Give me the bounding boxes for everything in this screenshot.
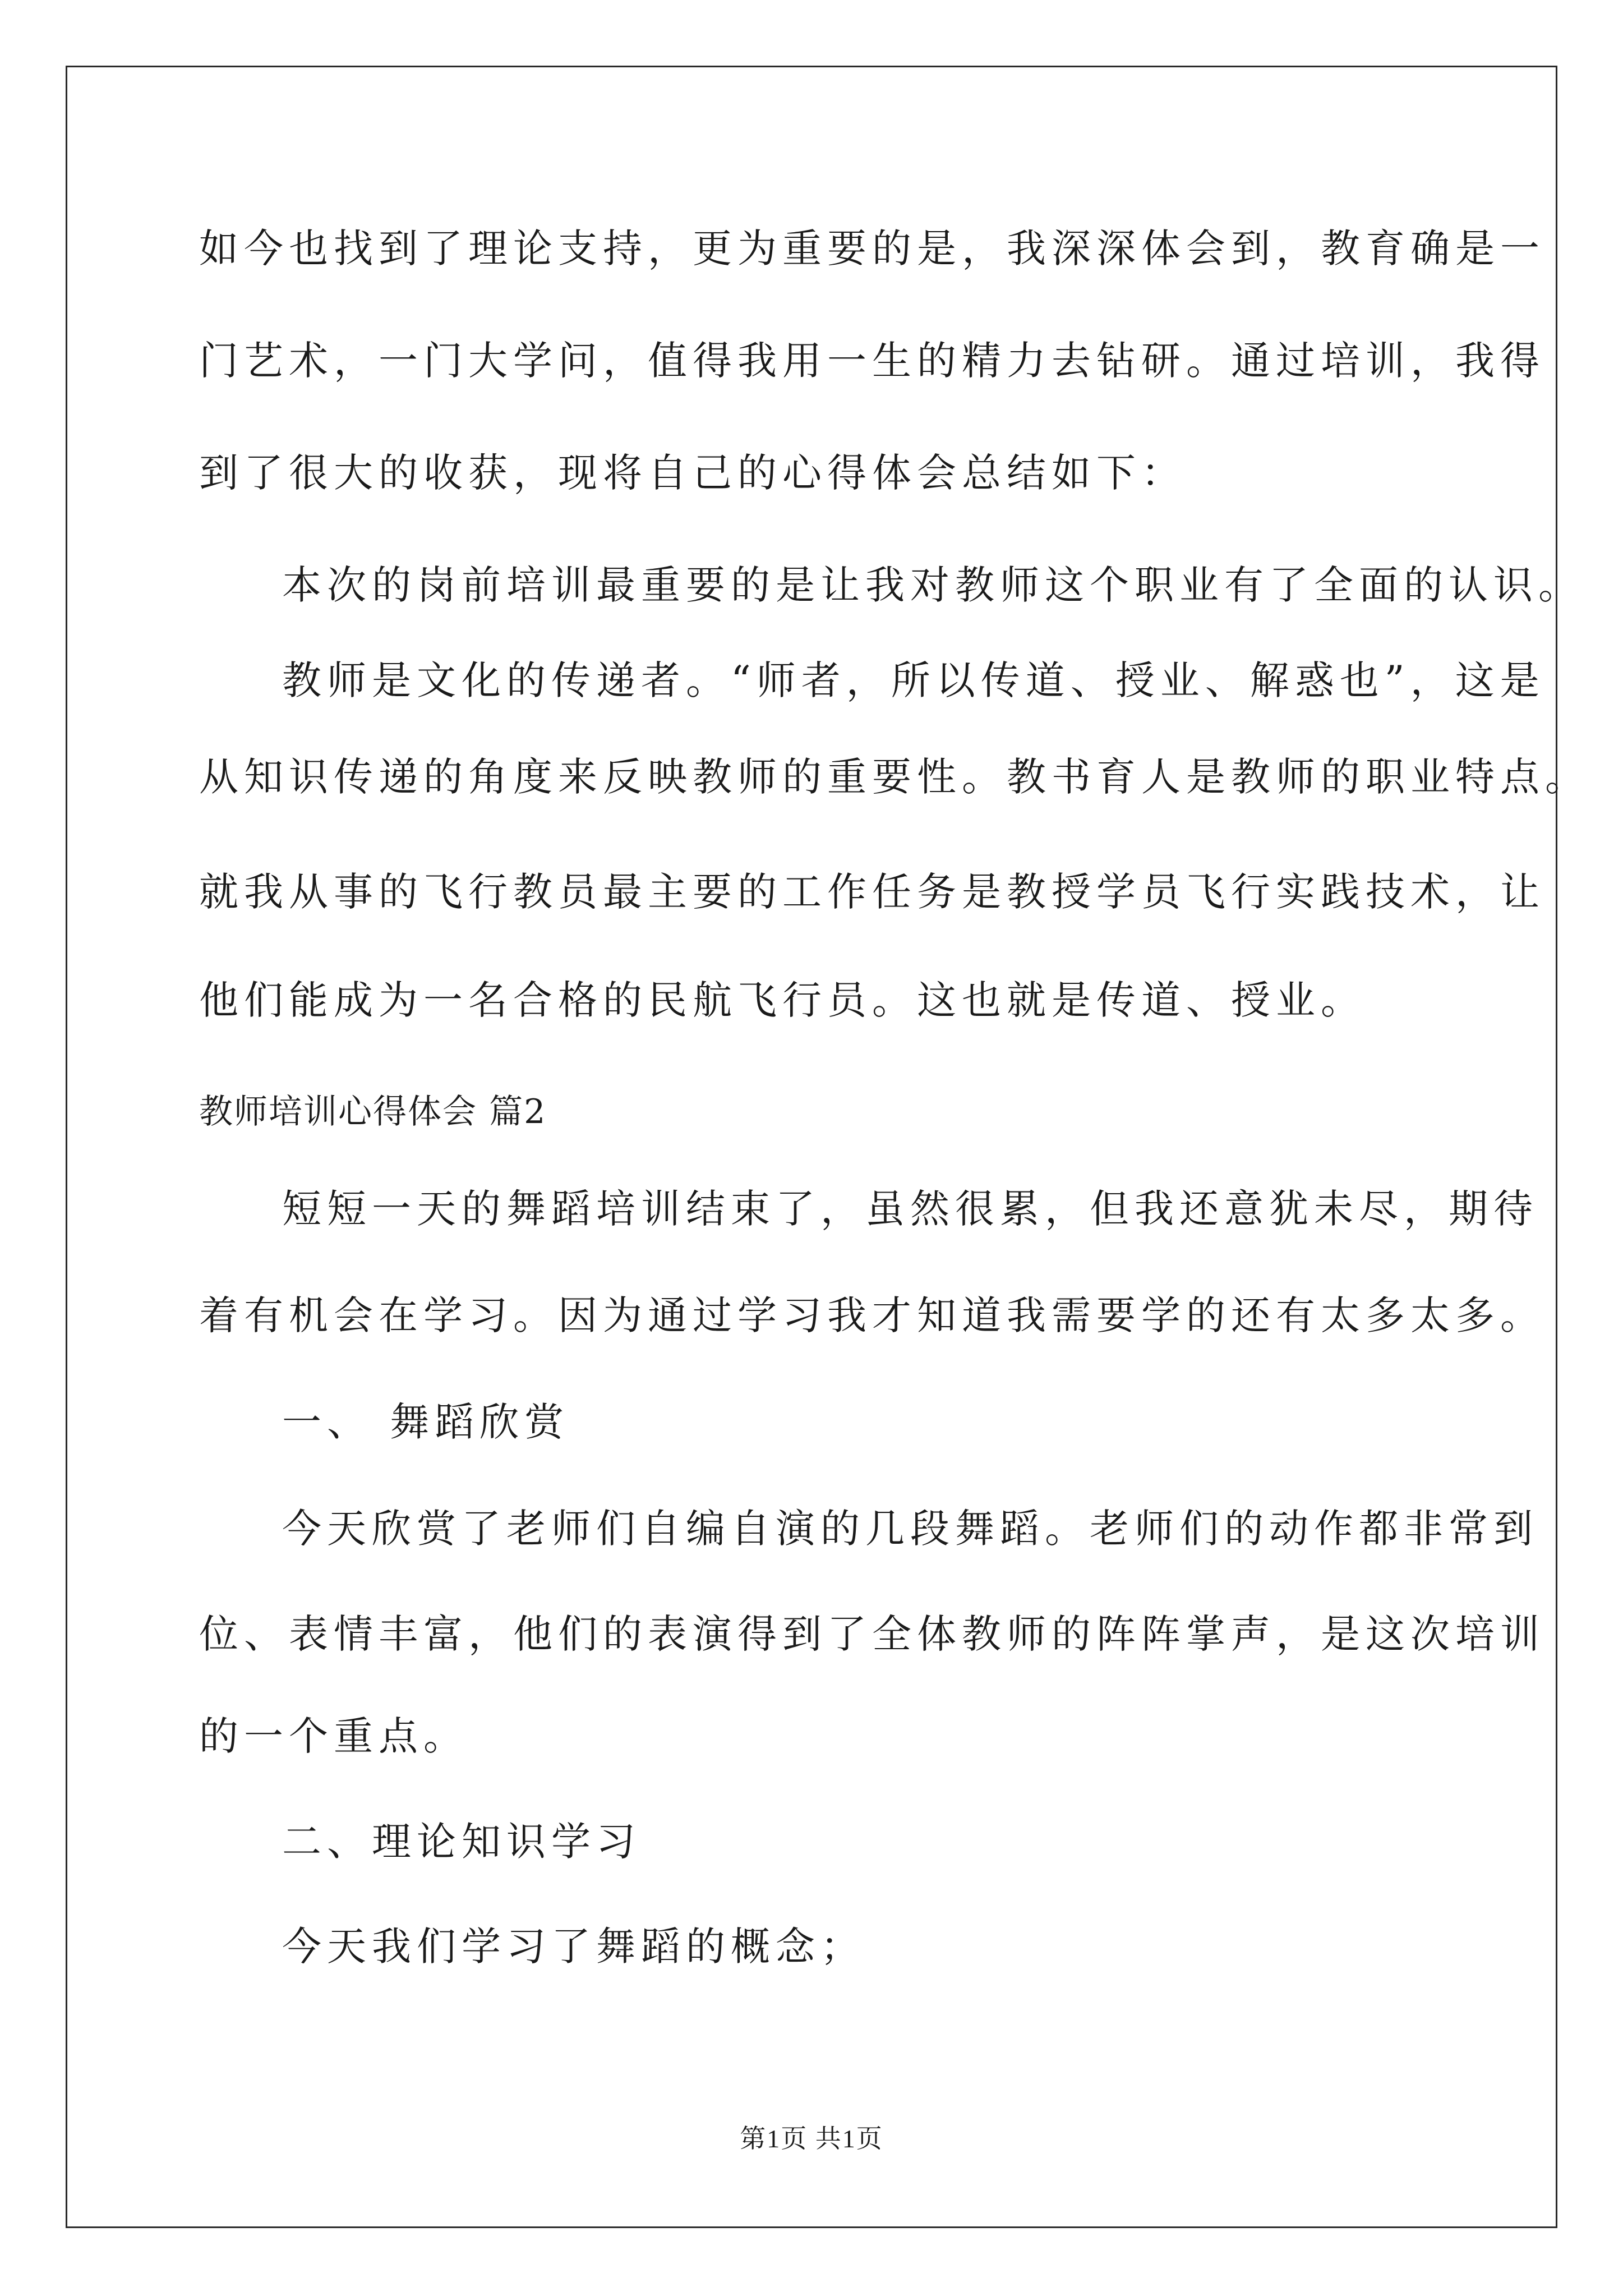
text-line: 他们能成为一名合格的民航飞行员。这也就是传道、授业。 xyxy=(199,977,1366,1023)
text-line: 着有机会在学习。因为通过学习我才知道我需要学的还有太多太多。 xyxy=(199,1292,1545,1338)
text-line: 到了很大的收获，现将自己的心得体会总结如下： xyxy=(199,450,1186,496)
subsection-heading: 一、 舞蹈欣赏 xyxy=(282,1399,570,1445)
text-line: 从知识传递的角度来反映教师的重要性。教书育人是教师的职业特点。 xyxy=(199,754,1590,800)
text-line: 如今也找到了理论支持，更为重要的是，我深深体会到，教育确是一 xyxy=(199,226,1545,272)
page-border xyxy=(66,66,1557,2228)
text-line: 门艺术，一门大学问，值得我用一生的精力去钻研。通过培训，我得 xyxy=(199,338,1545,384)
section-heading: 教师培训心得体会 篇2 xyxy=(199,1092,547,1131)
text-line: 本次的岗前培训最重要的是让我对教师这个职业有了全面的认识。 xyxy=(282,562,1583,608)
text-line: 就我从事的飞行教员最主要的工作任务是教授学员飞行实践技术，让 xyxy=(199,869,1545,915)
text-line: 的一个重点。 xyxy=(199,1713,468,1759)
text-line: 今天欣赏了老师们自编自演的几段舞蹈。老师们的动作都非常到 xyxy=(282,1506,1538,1552)
subsection-heading: 二、理论知识学习 xyxy=(282,1819,641,1865)
text-line: 今天我们学习了舞蹈的概念； xyxy=(282,1924,865,1970)
text-line: 位、表情丰富，他们的表演得到了全体教师的阵阵掌声，是这次培训 xyxy=(199,1611,1545,1657)
page-footer: 第1页 共1页 xyxy=(740,2124,883,2153)
text-line: 短短一天的舞蹈培训结束了，虽然很累，但我还意犹未尽，期待 xyxy=(282,1186,1538,1232)
text-line: 教师是文化的传递者。“师者，所以传道、授业、解惑也”，这是 xyxy=(282,657,1545,703)
